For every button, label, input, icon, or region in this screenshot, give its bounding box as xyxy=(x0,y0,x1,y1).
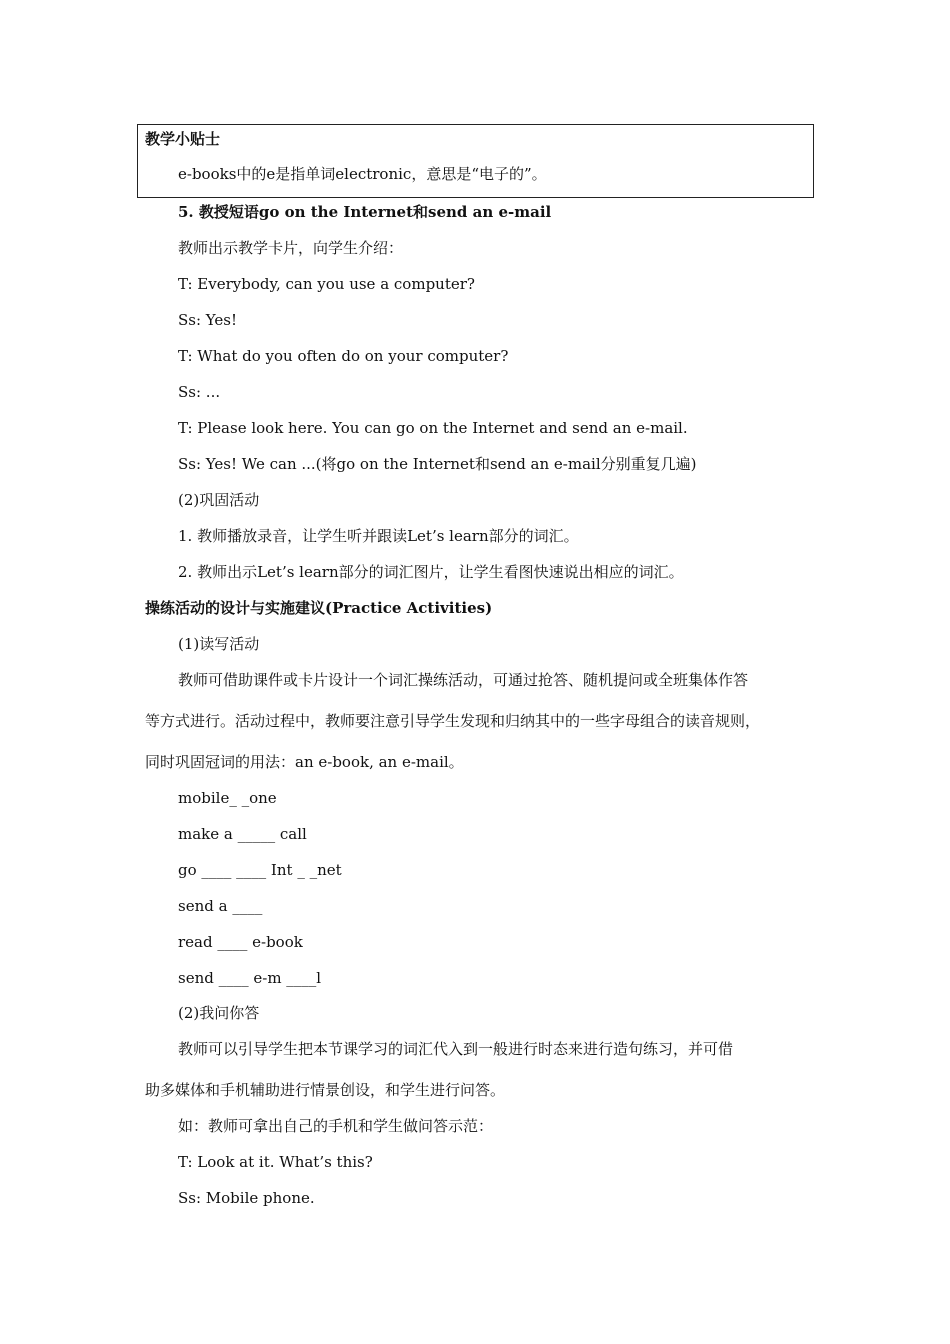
para-intro: 教师出示教学卡片，向学生介绍： xyxy=(178,239,404,257)
exercise-5: read ____ e-book xyxy=(178,933,303,951)
dialog-line-4: Ss: ... xyxy=(178,383,221,401)
tip-text: e-books中的e是指单词electronic，意思是“电子的”。 xyxy=(178,165,547,183)
qa-dialog-2: Ss: Mobile phone. xyxy=(178,1189,315,1207)
qa-dialog-1: T: Look at it. What’s this? xyxy=(178,1153,373,1171)
sub-heading-read-write: (1)读写活动 xyxy=(178,635,260,653)
para-read-write-2: 等方式进行。活动过程中，教师要注意引导学生发现和归纳其中的一些字母组合的读音规则， xyxy=(145,712,761,730)
dialog-line-2: Ss: Yes! xyxy=(178,311,237,329)
para-qa-2: 助多媒体和手机辅助进行情景创设，和学生进行问答。 xyxy=(145,1081,506,1099)
exercise-4: send a ____ xyxy=(178,897,263,915)
exercise-2: make a _____ call xyxy=(178,825,307,843)
para-qa-1: 教师可以引导学生把本节课学习的词汇代入到一般进行时态来进行造句练习，并可借 xyxy=(178,1040,734,1058)
exercise-3: go ____ ____ Int _ _net xyxy=(178,861,342,879)
section-heading-practice: 操练活动的设计与实施建议(Practice Activities) xyxy=(145,599,493,617)
dialog-line-3: T: What do you often do on your computer? xyxy=(178,347,509,365)
step5-heading: 5. 教授短语go on the Internet和send an e-mail xyxy=(178,203,552,221)
dialog-line-1: T: Everybody, can you use a computer? xyxy=(178,275,475,293)
dialog-line-5: T: Please look here. You can go on the Internet and send an e-mail. xyxy=(178,419,688,437)
tip-title: 教学小贴士 xyxy=(145,130,221,148)
para-qa-example: 如：教师可拿出自己的手机和学生做问答示范： xyxy=(178,1117,494,1135)
consolidate-item-2: 2. 教师出示Let’s learn部分的词汇图片，让学生看图快速说出相应的词汇。 xyxy=(178,563,684,581)
exercise-6: send ____ e-m ____l xyxy=(178,969,322,987)
teaching-tip-box xyxy=(137,124,814,198)
sub-heading-qa: (2)我问你答 xyxy=(178,1004,260,1022)
dialog-line-6: Ss: Yes! We can ...(将go on the Internet和send an e-mail分别重复几遍) xyxy=(178,455,697,473)
para-read-write-3: 同时巩固冠词的用法：an e-book, an e-mail。 xyxy=(145,753,464,771)
sub-heading-consolidate: (2)巩固活动 xyxy=(178,491,260,509)
para-read-write-1: 教师可借助课件或卡片设计一个词汇操练活动，可通过抢答、随机提问或全班集体作答 xyxy=(178,671,749,689)
consolidate-item-1: 1. 教师播放录音，让学生听并跟读Let’s learn部分的词汇。 xyxy=(178,527,579,545)
exercise-1: mobile_ _one xyxy=(178,789,277,807)
